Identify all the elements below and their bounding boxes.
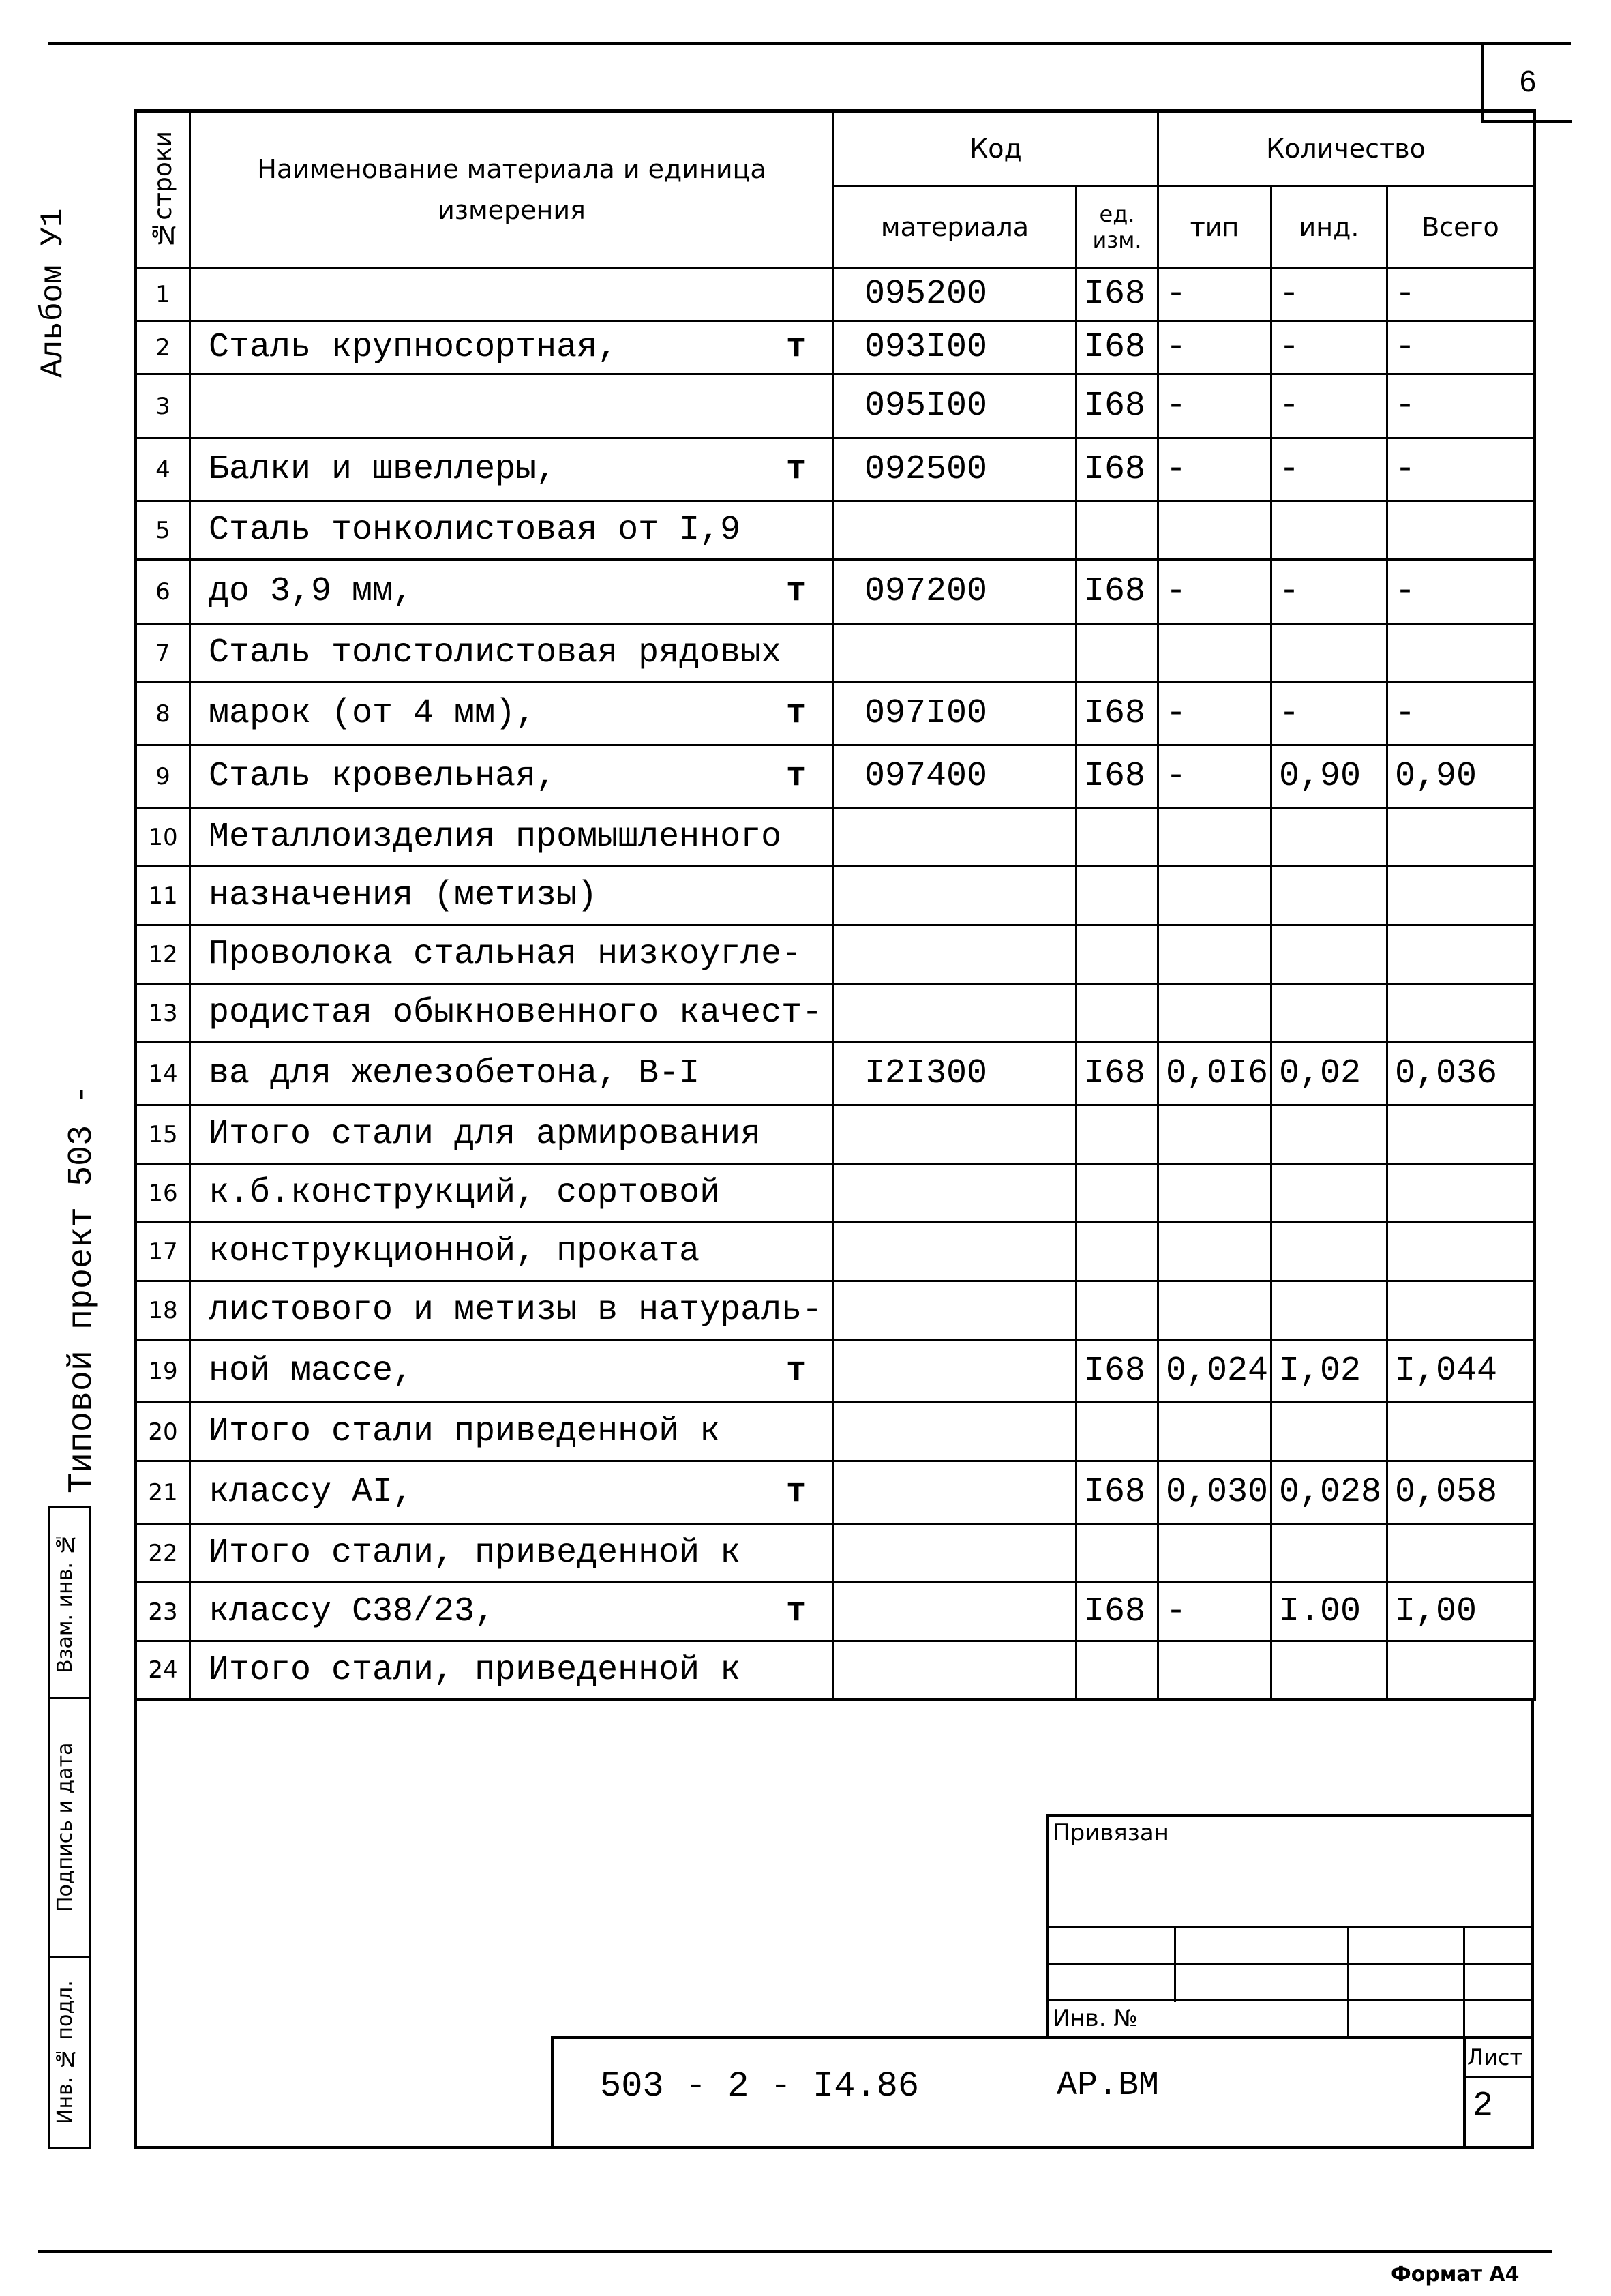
cell-typ: - xyxy=(1158,374,1271,438)
cell-code xyxy=(834,1281,1076,1340)
material-name-text: классу АI, xyxy=(209,1473,414,1512)
cell-typ xyxy=(1158,984,1271,1043)
table-row xyxy=(136,268,1535,321)
cell-total xyxy=(1387,1281,1535,1340)
cell-ind: I,02 xyxy=(1271,1340,1387,1403)
cell-typ xyxy=(1158,1164,1271,1223)
material-name xyxy=(190,1223,834,1281)
row-number: 15 xyxy=(136,1105,190,1164)
cell-total xyxy=(1387,624,1535,683)
cell-typ: 0,030 xyxy=(1158,1461,1271,1524)
cell-ind xyxy=(1271,1105,1387,1164)
material-name-text: Итого стали для армирования xyxy=(209,1115,762,1154)
material-name xyxy=(190,745,834,808)
cell-total: 0,90 xyxy=(1387,745,1535,808)
cell-ind: I.00 xyxy=(1271,1583,1387,1641)
album-label: Альбом У1 xyxy=(35,208,71,378)
material-name-text: Сталь кровельная, xyxy=(209,757,557,796)
material-name xyxy=(190,501,834,560)
cell-unit: I68 xyxy=(1076,1043,1158,1105)
table-row xyxy=(136,1403,1535,1461)
header-quantity: Количество xyxy=(1158,111,1535,186)
code-left xyxy=(551,2036,554,2149)
cell-ind xyxy=(1271,867,1387,925)
cell-total xyxy=(1387,808,1535,867)
row-number: 18 xyxy=(136,1281,190,1340)
material-name xyxy=(190,1524,834,1583)
header-name: Наименование материала и единица измерения xyxy=(190,111,834,268)
material-name xyxy=(190,374,834,438)
cell-typ: 0,0I6 xyxy=(1158,1043,1271,1105)
cell-unit xyxy=(1076,1524,1158,1583)
bind-row3 xyxy=(1046,1999,1534,2001)
bind-col3 xyxy=(1463,1926,1465,2039)
cell-typ xyxy=(1158,1403,1271,1461)
stamp-col-left xyxy=(48,1506,50,2149)
cell-typ: - xyxy=(1158,438,1271,501)
cell-unit: I68 xyxy=(1076,1583,1158,1641)
project-label: Типовой проект 503 - xyxy=(63,1084,102,1493)
cell-typ xyxy=(1158,1105,1271,1164)
cell-unit xyxy=(1076,1641,1158,1700)
stamp-label-signature: Подпись и дата xyxy=(53,1742,77,1913)
cell-total xyxy=(1387,1164,1535,1223)
bind-row1 xyxy=(1046,1926,1534,1928)
cell-typ: - xyxy=(1158,1583,1271,1641)
cell-unit: I68 xyxy=(1076,321,1158,374)
material-name-text: конструкционной, проката xyxy=(209,1232,700,1271)
sheet-label: Лист xyxy=(1467,2044,1523,2070)
cell-unit xyxy=(1076,1223,1158,1281)
material-name xyxy=(190,984,834,1043)
bottom-rule xyxy=(38,2250,1552,2253)
cell-code xyxy=(834,624,1076,683)
cell-unit xyxy=(1076,984,1158,1043)
table-row xyxy=(136,560,1535,624)
row-number: 11 xyxy=(136,867,190,925)
material-name-text: классу С38/23, xyxy=(209,1592,496,1631)
unit-mark: т xyxy=(785,1473,807,1512)
cell-unit xyxy=(1076,867,1158,925)
material-name-text: Сталь тонколистовая от I,9 xyxy=(209,511,741,550)
material-name xyxy=(190,1164,834,1223)
material-name xyxy=(190,268,834,321)
table-row xyxy=(136,501,1535,560)
unit-mark: т xyxy=(785,328,807,367)
code-top xyxy=(551,2036,1534,2039)
cell-total: - xyxy=(1387,268,1535,321)
cell-typ xyxy=(1158,925,1271,984)
table-row xyxy=(136,1524,1535,1583)
material-name xyxy=(190,1105,834,1164)
cell-ind xyxy=(1271,1281,1387,1340)
row-number: 4 xyxy=(136,438,190,501)
unit-mark: т xyxy=(785,1592,807,1631)
row-number: 20 xyxy=(136,1403,190,1461)
unit-mark: т xyxy=(785,1352,807,1390)
material-name-text: к.б.конструкций, сортовой xyxy=(209,1174,721,1212)
unit-mark: т xyxy=(785,572,807,611)
cell-unit: I68 xyxy=(1076,745,1158,808)
material-name-text: ной массе, xyxy=(209,1352,414,1390)
material-name-text: до 3,9 мм, xyxy=(209,572,414,611)
material-name-text: Итого стали приведенной к xyxy=(209,1412,721,1451)
cell-typ: - xyxy=(1158,321,1271,374)
cell-ind: - xyxy=(1271,438,1387,501)
material-name xyxy=(190,925,834,984)
top-rule xyxy=(48,42,1571,45)
cell-typ: 0,024 xyxy=(1158,1340,1271,1403)
cell-total: I,00 xyxy=(1387,1583,1535,1641)
cell-code xyxy=(834,1340,1076,1403)
cell-code: 095200 xyxy=(834,268,1076,321)
cell-unit xyxy=(1076,1164,1158,1223)
cell-total xyxy=(1387,867,1535,925)
table-row xyxy=(136,321,1535,374)
header-material-code: материала xyxy=(834,186,1076,268)
cell-ind: 0,90 xyxy=(1271,745,1387,808)
cell-code: 093I00 xyxy=(834,321,1076,374)
cell-typ: - xyxy=(1158,745,1271,808)
row-number: 19 xyxy=(136,1340,190,1403)
table-row xyxy=(136,745,1535,808)
material-name xyxy=(190,624,834,683)
header-total: Всего xyxy=(1387,186,1535,268)
material-name-text: ва для железобетона, В-I xyxy=(209,1054,700,1093)
cell-unit: I68 xyxy=(1076,374,1158,438)
row-number: 12 xyxy=(136,925,190,984)
cell-unit: I68 xyxy=(1076,560,1158,624)
cell-ind xyxy=(1271,1524,1387,1583)
cell-code xyxy=(834,1524,1076,1583)
table-row xyxy=(136,438,1535,501)
page-number: 6 xyxy=(1481,44,1572,123)
material-name-text: Металлоизделия промышленного xyxy=(209,818,782,856)
material-name xyxy=(190,867,834,925)
cell-ind xyxy=(1271,1223,1387,1281)
cell-unit xyxy=(1076,1105,1158,1164)
row-number: 17 xyxy=(136,1223,190,1281)
table-row xyxy=(136,1281,1535,1340)
cell-code xyxy=(834,1403,1076,1461)
stamp-col-bottom xyxy=(48,2147,91,2149)
cell-total: - xyxy=(1387,683,1535,745)
material-name-text: назначения (метизы) xyxy=(209,876,598,915)
cell-unit: I68 xyxy=(1076,438,1158,501)
material-name xyxy=(190,1340,834,1403)
cell-typ: - xyxy=(1158,268,1271,321)
cell-code xyxy=(834,1105,1076,1164)
row-number: 16 xyxy=(136,1164,190,1223)
cell-total xyxy=(1387,1105,1535,1164)
row-number: 7 xyxy=(136,624,190,683)
table-row xyxy=(136,1043,1535,1105)
sheet-divider xyxy=(1463,2076,1534,2078)
cell-ind xyxy=(1271,925,1387,984)
unit-mark: т xyxy=(785,757,807,796)
table-row xyxy=(136,1105,1535,1164)
material-name xyxy=(190,1403,834,1461)
row-number: 22 xyxy=(136,1524,190,1583)
material-name-text: Сталь толстолистовая рядовых xyxy=(209,633,782,672)
row-number: 23 xyxy=(136,1583,190,1641)
table-body xyxy=(136,268,1535,1700)
cell-total xyxy=(1387,984,1535,1043)
sheet-left xyxy=(1463,2036,1466,2149)
row-number: 2 xyxy=(136,321,190,374)
cell-unit xyxy=(1076,808,1158,867)
privyazan-label: Привязан xyxy=(1053,1819,1169,1847)
material-name xyxy=(190,560,834,624)
cell-code xyxy=(834,1641,1076,1700)
cell-typ xyxy=(1158,1641,1271,1700)
stamp-col-right xyxy=(89,1506,91,2149)
material-name-text: родистая обыкновенного качест- xyxy=(209,994,823,1032)
sheet-number: 2 xyxy=(1473,2087,1494,2126)
cell-ind xyxy=(1271,808,1387,867)
cell-ind xyxy=(1271,984,1387,1043)
cell-ind xyxy=(1271,501,1387,560)
material-name-text: Проволока стальная низкоугле- xyxy=(209,935,802,974)
row-number: 13 xyxy=(136,984,190,1043)
table-row xyxy=(136,1461,1535,1524)
row-number: 21 xyxy=(136,1461,190,1524)
cell-ind: - xyxy=(1271,683,1387,745)
cell-unit xyxy=(1076,501,1158,560)
cell-typ xyxy=(1158,1223,1271,1281)
cell-typ xyxy=(1158,624,1271,683)
material-name-text: Итого стали, приведенной к xyxy=(209,1534,741,1572)
cell-total: 0,036 xyxy=(1387,1043,1535,1105)
document-code: 503 - 2 - I4.86 xyxy=(600,2066,920,2106)
table-row xyxy=(136,1340,1535,1403)
cell-total xyxy=(1387,1223,1535,1281)
cell-code: 095I00 xyxy=(834,374,1076,438)
row-number: 14 xyxy=(136,1043,190,1105)
material-name xyxy=(190,438,834,501)
cell-unit: I68 xyxy=(1076,683,1158,745)
cell-code: 097200 xyxy=(834,560,1076,624)
cell-typ xyxy=(1158,808,1271,867)
cell-unit xyxy=(1076,1281,1158,1340)
cell-unit: I68 xyxy=(1076,268,1158,321)
cell-unit xyxy=(1076,1403,1158,1461)
cell-ind: 0,02 xyxy=(1271,1043,1387,1105)
cell-ind xyxy=(1271,624,1387,683)
table-row xyxy=(136,867,1535,925)
row-number: 5 xyxy=(136,501,190,560)
material-name xyxy=(190,321,834,374)
cell-ind: - xyxy=(1271,560,1387,624)
cell-typ xyxy=(1158,1524,1271,1583)
material-name-text: Балки и швеллеры, xyxy=(209,450,557,489)
material-name xyxy=(190,683,834,745)
cell-code xyxy=(834,984,1076,1043)
cell-ind xyxy=(1271,1403,1387,1461)
table-row xyxy=(136,683,1535,745)
cell-typ xyxy=(1158,1281,1271,1340)
bind-col2 xyxy=(1347,1926,1349,2039)
cell-code xyxy=(834,1164,1076,1223)
cell-code: 092500 xyxy=(834,438,1076,501)
cell-total xyxy=(1387,501,1535,560)
format-label: Формат А4 xyxy=(1391,2263,1520,2286)
cell-unit: I68 xyxy=(1076,1340,1158,1403)
cell-ind: 0,028 xyxy=(1271,1461,1387,1524)
cell-code xyxy=(834,1583,1076,1641)
header-ind: инд. xyxy=(1271,186,1387,268)
cell-typ xyxy=(1158,867,1271,925)
table-row xyxy=(136,808,1535,867)
cell-ind: - xyxy=(1271,321,1387,374)
bind-row2 xyxy=(1046,1963,1534,1965)
material-name xyxy=(190,1583,834,1641)
cell-code xyxy=(834,925,1076,984)
table-row xyxy=(136,374,1535,438)
bind-col1 xyxy=(1174,1926,1176,2002)
unit-mark: т xyxy=(785,694,807,733)
cell-total xyxy=(1387,1403,1535,1461)
bind-top xyxy=(1046,1814,1534,1817)
cell-total: - xyxy=(1387,560,1535,624)
material-name xyxy=(190,1641,834,1700)
row-number: 9 xyxy=(136,745,190,808)
stamp-label-original: Инв. № подл. xyxy=(53,1980,77,2125)
cell-ind: - xyxy=(1271,268,1387,321)
cell-total: I,044 xyxy=(1387,1340,1535,1403)
cell-code xyxy=(834,501,1076,560)
cell-ind xyxy=(1271,1641,1387,1700)
header-unit-code: ед. изм. xyxy=(1076,186,1158,268)
cell-total: - xyxy=(1387,321,1535,374)
cell-code xyxy=(834,1223,1076,1281)
cell-typ xyxy=(1158,501,1271,560)
cell-total: 0,058 xyxy=(1387,1461,1535,1524)
cell-unit xyxy=(1076,925,1158,984)
material-name xyxy=(190,1281,834,1340)
table-row xyxy=(136,624,1535,683)
cell-total xyxy=(1387,1641,1535,1700)
inv-no-label: Инв. № xyxy=(1053,2005,1138,2032)
material-name-text: марок (от 4 мм), xyxy=(209,694,537,733)
unit-mark: т xyxy=(785,450,807,489)
header-row-no: №строки xyxy=(136,111,190,268)
cell-unit xyxy=(1076,624,1158,683)
cell-code xyxy=(834,808,1076,867)
table-row xyxy=(136,1583,1535,1641)
cell-total xyxy=(1387,1524,1535,1583)
cell-typ: - xyxy=(1158,560,1271,624)
row-number: 24 xyxy=(136,1641,190,1700)
cell-code xyxy=(834,867,1076,925)
material-name-text: листового и метизы в натураль- xyxy=(209,1291,823,1330)
row-number: 1 xyxy=(136,268,190,321)
cell-code: 097400 xyxy=(834,745,1076,808)
row-number: 6 xyxy=(136,560,190,624)
material-name xyxy=(190,808,834,867)
cell-typ: - xyxy=(1158,683,1271,745)
material-name-text: Сталь крупносортная, xyxy=(209,328,618,367)
cell-code xyxy=(834,1461,1076,1524)
cell-ind xyxy=(1271,1164,1387,1223)
material-name xyxy=(190,1461,834,1524)
row-number: 8 xyxy=(136,683,190,745)
cell-code: I2I300 xyxy=(834,1043,1076,1105)
material-name xyxy=(190,1043,834,1105)
table-row xyxy=(136,1641,1535,1700)
table-row xyxy=(136,1223,1535,1281)
stamp-label-replace: Взам. инв. № xyxy=(53,1532,77,1673)
cell-total xyxy=(1387,925,1535,984)
material-name-text: Итого стали, приведенной к xyxy=(209,1650,741,1690)
document-suffix: АР.ВМ xyxy=(1057,2066,1160,2105)
material-spec-table xyxy=(134,109,1536,1701)
header-typ: тип xyxy=(1158,186,1271,268)
cell-code: 097I00 xyxy=(834,683,1076,745)
table-row xyxy=(136,925,1535,984)
row-number: 10 xyxy=(136,808,190,867)
header-code: Код xyxy=(834,111,1158,186)
cell-total: - xyxy=(1387,374,1535,438)
row-number: 3 xyxy=(136,374,190,438)
cell-total: - xyxy=(1387,438,1535,501)
table-row xyxy=(136,1164,1535,1223)
cell-unit: I68 xyxy=(1076,1461,1158,1524)
cell-ind: - xyxy=(1271,374,1387,438)
table-row xyxy=(136,984,1535,1043)
